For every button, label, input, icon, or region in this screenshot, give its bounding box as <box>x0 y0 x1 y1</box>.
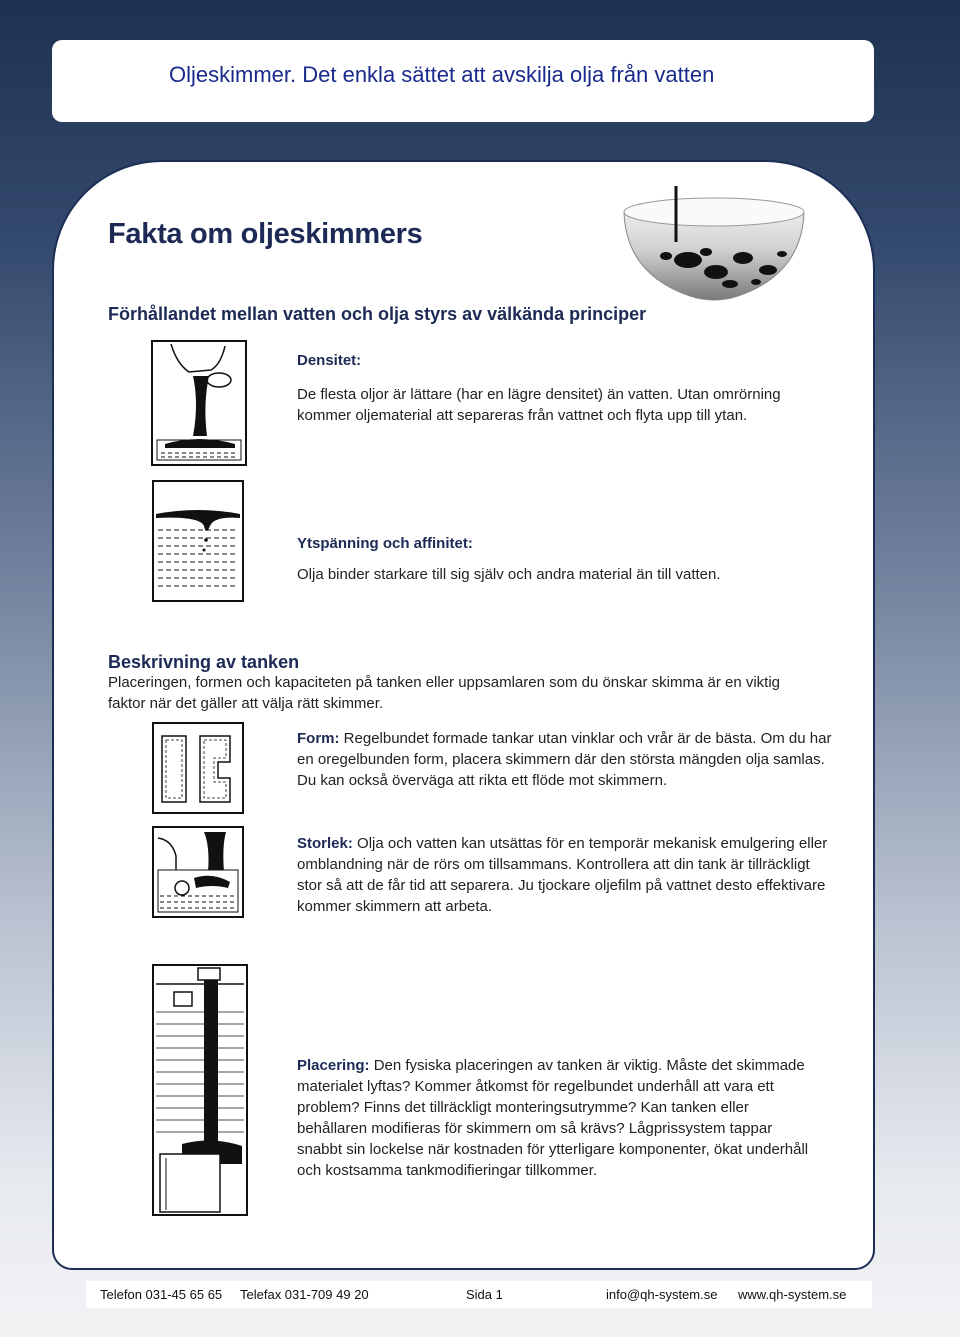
placering-label: Placering: <box>297 1057 370 1074</box>
beskrivning-title: Beskrivning av tanken <box>108 652 300 672</box>
oil-bowl-image <box>618 182 810 306</box>
tank-size-illustration <box>152 826 244 918</box>
header-title: Oljeskimmer. Det enkla sättet att avskilja olja från vatten <box>169 62 715 87</box>
footer-email-link[interactable]: info@qh-system.se <box>606 1287 718 1302</box>
footer-web-link[interactable]: www.qh-system.se <box>738 1287 847 1302</box>
form-label: Form: <box>297 730 340 747</box>
ytspanning-text: Olja binder starkare till sig själv och andra material än till vatten. <box>297 566 721 583</box>
footer <box>86 1281 872 1308</box>
form-text: Regelbundet formade tankar utan vinklar och vrår är de bästa. Om du har en oregelbunden form, placera skimmern där den största mängden olja samlas. Du kan också överväga att rikta ett flöde mot skimmern. <box>297 730 832 789</box>
storlek-label: Storlek: <box>297 835 353 852</box>
beskrivning-text: Placeringen, formen och kapaciteten på tanken eller uppsamlaren som du önskar skimma är en viktig faktor när det gäller att välja rätt skimmer. <box>108 674 781 712</box>
tank-placement-illustration <box>152 964 248 1216</box>
surface-tension-illustration <box>152 480 244 602</box>
storlek-text: Olja och vatten kan utsättas för en temporär mekanisk emulgering eller omblandning när de rörs om tillsammans. Kontrollera att din tank är tillräckligt stor så att de får tid att separera. Ju tjockare oljefilm på vattnet desto effektivare kommer skimmern att arbeta. <box>297 835 828 915</box>
fakta-title: Fakta om oljeskimmers <box>108 218 423 250</box>
footer-telefon: Telefon 031-45 65 65 <box>100 1287 223 1302</box>
form-block <box>297 728 837 791</box>
densitet-label: Densitet: <box>297 352 362 369</box>
placering-block <box>297 1055 817 1181</box>
placering-text: Den fysiska placeringen av tanken är viktig. Måste det skimmade materialet lyftas? Kommer åtkomst för regelbundet underhåll att vara ett problem? Finns det tillräckligt monteringsutrymme? Kan tanken eller behållaren modifieras för skimmern om så krävs? Lågprissystem tappar snabbt sin lockelse när kostnaden för ytterligare komponenter, ökat underhåll och kostsamma tankmodifieringar tillkommer. <box>297 1057 809 1179</box>
ytspanning-label: Ytspänning och affinitet: <box>297 535 473 552</box>
fakta-subtitle: Förhållandet mellan vatten och olja styrs av välkända principer <box>108 304 647 324</box>
densitet-text: De flesta oljor är lättare (har en lägre densitet) än vatten. Utan omrörning kommer oljematerial att separeras från vattnet och flyta upp till ytan. <box>297 386 781 424</box>
storlek-block <box>297 833 837 917</box>
density-illustration <box>151 340 247 466</box>
tank-shape-illustration <box>152 722 244 814</box>
footer-telefax: Telefax 031-709 49 20 <box>240 1287 369 1302</box>
footer-page-number: Sida 1 <box>466 1287 503 1302</box>
